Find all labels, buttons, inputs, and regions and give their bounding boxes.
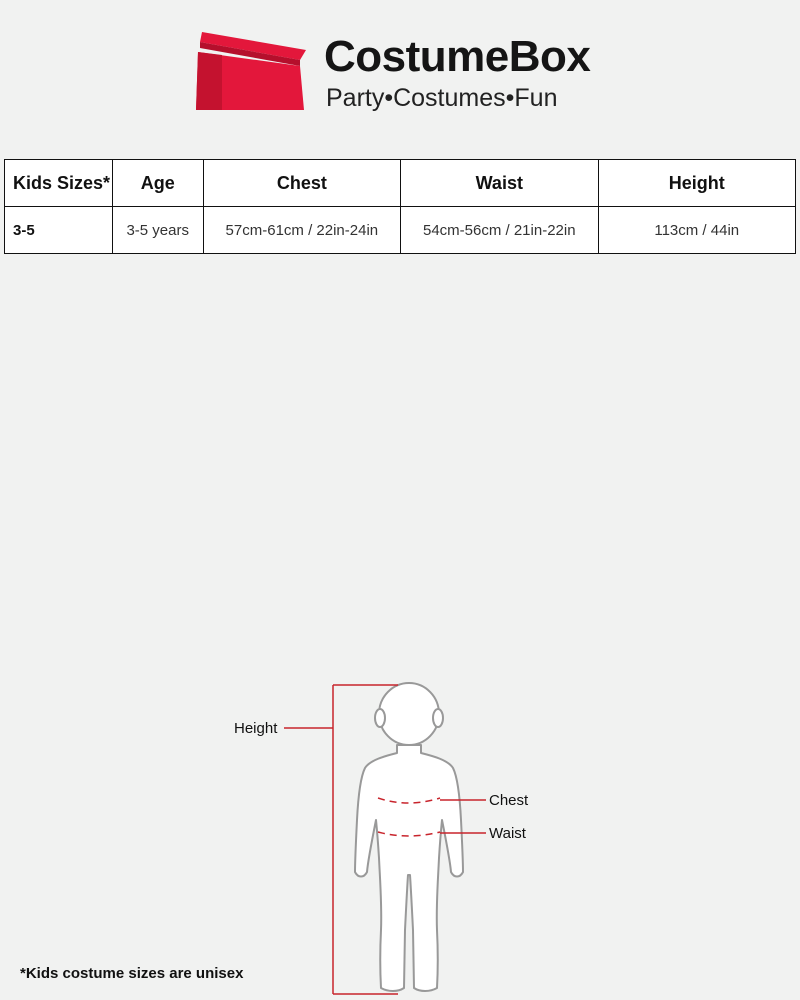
logo-brand-name: CostumeBox — [324, 32, 591, 81]
height-label: Height — [234, 720, 278, 737]
header-height: Height — [598, 160, 796, 207]
header-age: Age — [112, 160, 203, 207]
unisex-footnote: *Kids costume sizes are unisex — [20, 965, 244, 982]
cell-height: 113cm / 44in — [598, 207, 796, 254]
header-kids-sizes: Kids Sizes* — [5, 160, 113, 207]
child-silhouette — [355, 683, 463, 991]
header-chest: Chest — [203, 160, 400, 207]
cell-size: 3-5 — [5, 207, 113, 254]
logo-tagline: Party•Costumes•Fun — [326, 84, 558, 112]
cell-age: 3-5 years — [112, 207, 203, 254]
cell-waist: 54cm-56cm / 21in-22in — [401, 207, 598, 254]
cell-chest: 57cm-61cm / 22in-24in — [203, 207, 400, 254]
waist-label: Waist — [489, 825, 526, 842]
chest-label: Chest — [489, 792, 529, 809]
header-waist: Waist — [401, 160, 598, 207]
